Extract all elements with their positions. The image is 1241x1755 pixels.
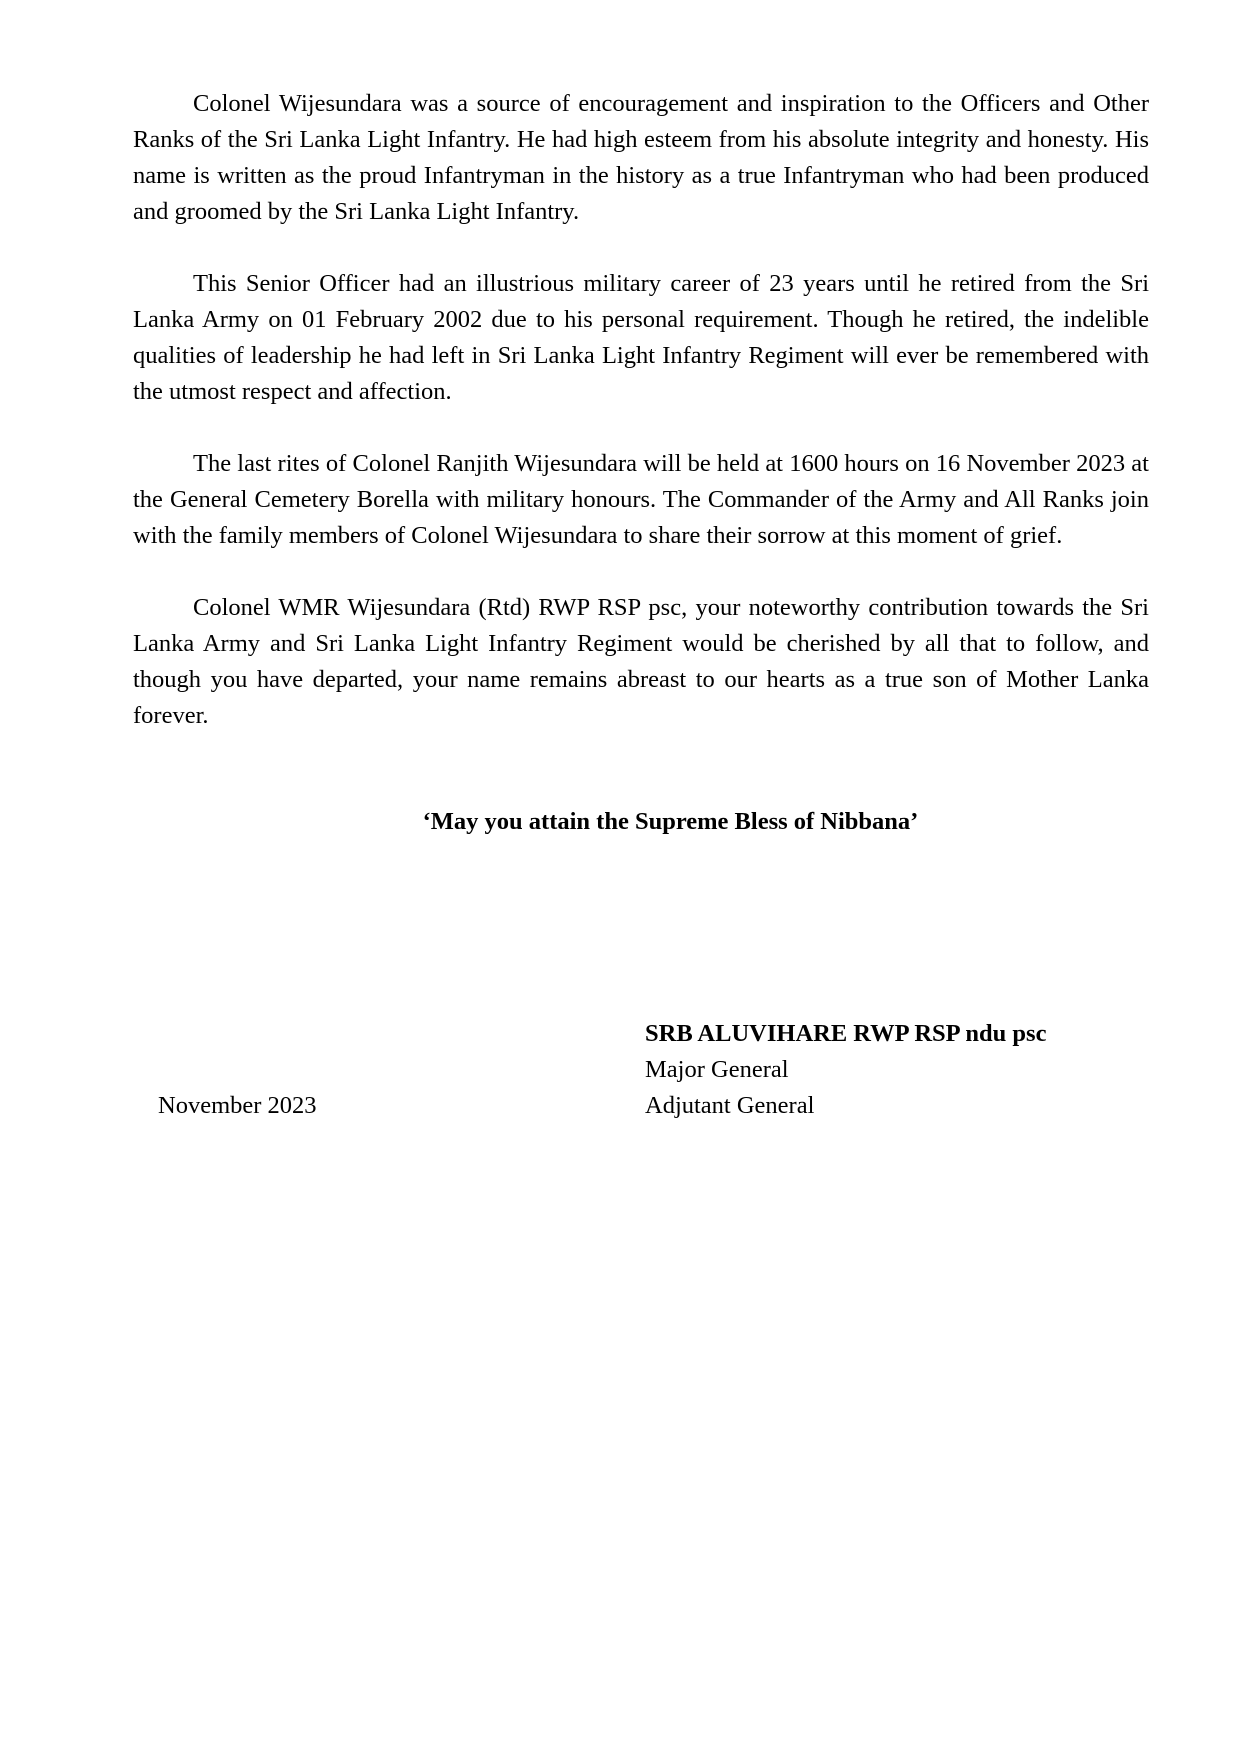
document-date: November 2023 — [158, 1092, 317, 1119]
signatory-rank: Major General — [645, 1056, 789, 1083]
paragraph-career: This Senior Officer had an illustrious military career of 23 years until he retired from the Sri Lanka Army on 01 February 2002 due to his personal requirement. Though he retired, the indelible qualities of leadership he had left in Sri Lanka Light Infantry Regiment will ever be remembered with the utmost respect and affection. — [133, 270, 1149, 405]
paragraph-last-rites: The last rites of Colonel Ranjith Wijesundara will be held at 1600 hours on 16 November 2023 at the General Cemetery Borella with military honours. The Commander of the Army and All Ranks join with the family members of Colonel Wijesundara to share their sorrow at this moment of grief. — [133, 450, 1149, 549]
paragraph-tribute: Colonel WMR Wijesundara (Rtd) RWP RSP psc, your noteworthy contribution towards the Sri Lanka Army and Sri Lanka Light Infantry Regiment would be cherished by all that to follow, and though you have departed, your name remains abreast to our hearts as a true son of Mother Lanka forever. — [133, 594, 1149, 729]
signatory-title: Adjutant General — [645, 1092, 815, 1119]
signature-block — [645, 1016, 1165, 1124]
signatory-name: SRB ALUVIHARE RWP RSP ndu psc — [645, 1020, 1047, 1047]
paragraph-encouragement: Colonel Wijesundara was a source of encouragement and inspiration to the Officers and Other Ranks of the Sri Lanka Light Infantry. He had high esteem from his absolute integrity and honesty. His name is written as the proud Infantryman in the history as a true Infantryman who had been produced and groomed by the Sri Lanka Light Infantry. — [133, 90, 1149, 225]
blessing-line: ‘May you attain the Supreme Bless of Nibbana’ — [422, 808, 919, 835]
document-body — [133, 86, 1149, 770]
